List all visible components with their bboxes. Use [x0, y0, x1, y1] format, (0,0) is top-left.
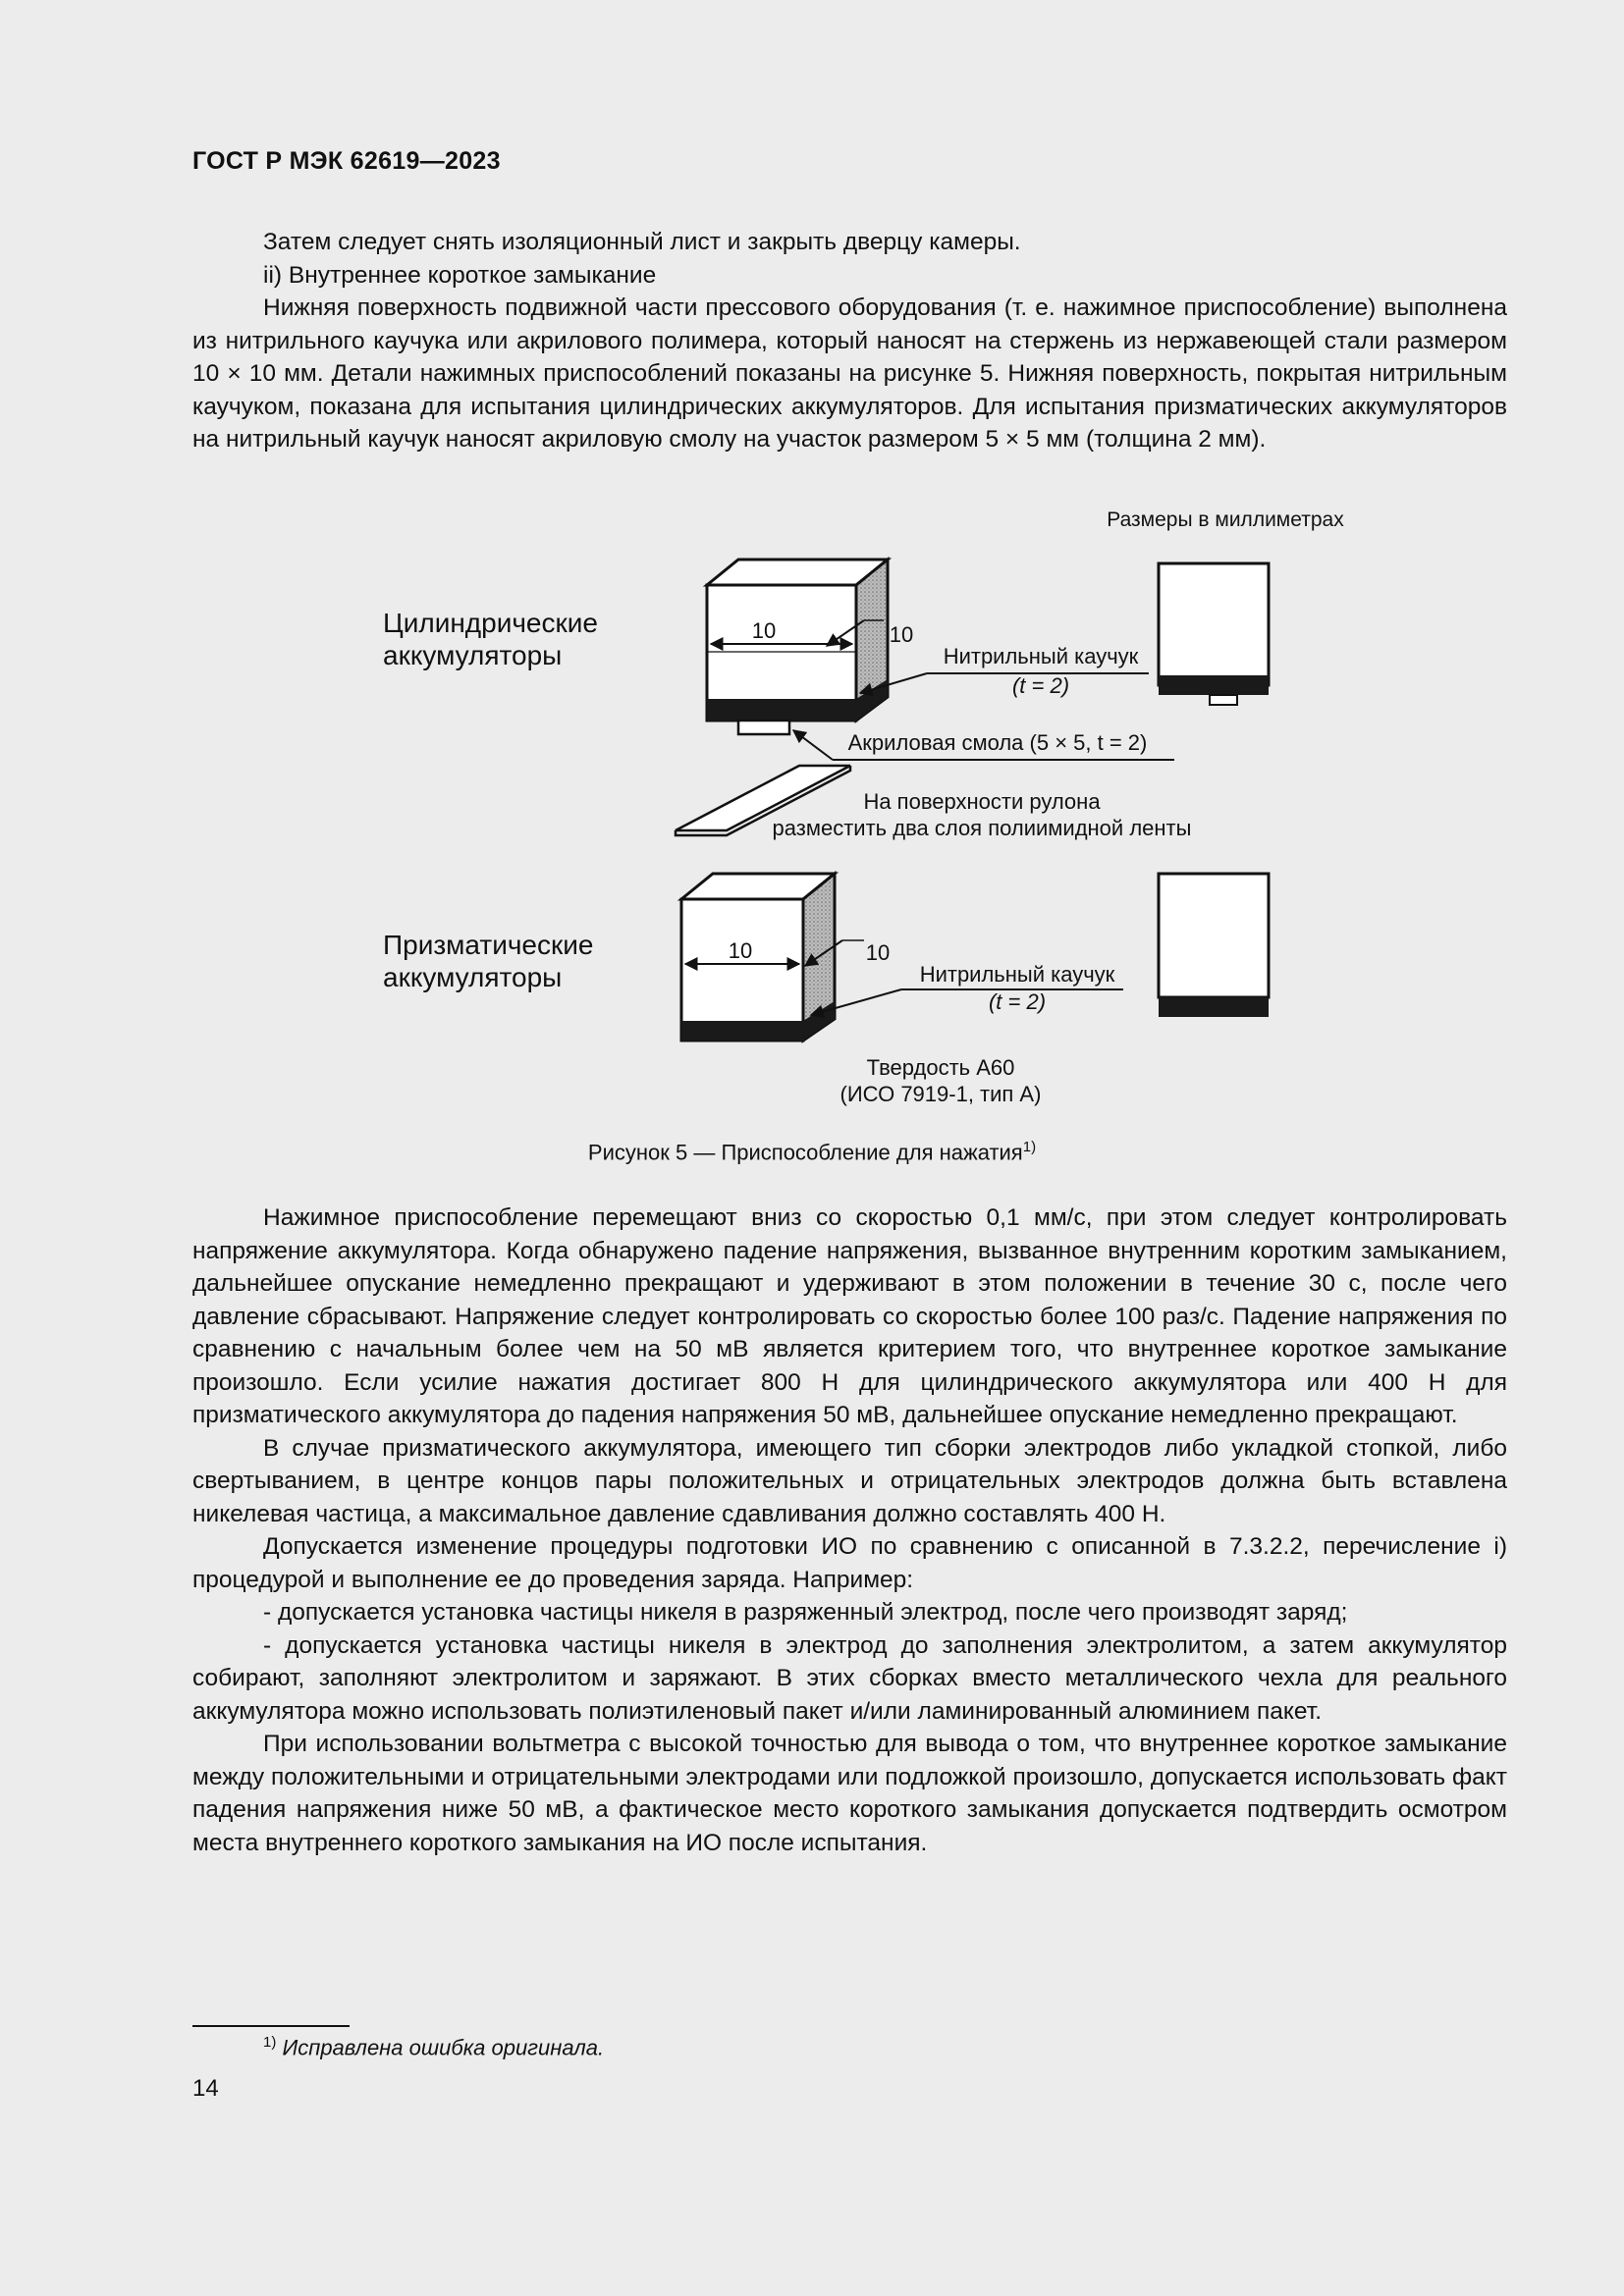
label-tape-1: На поверхности рулона: [863, 789, 1101, 814]
document-header: ГОСТ Р МЭК 62619—2023: [192, 147, 501, 175]
prismatic-side-view: [1159, 874, 1269, 1017]
label-nitrile-cyl: Нитрильный каучук: [943, 644, 1139, 668]
label-thickness-cyl: (t = 2): [1011, 673, 1070, 698]
dim-depth-cyl: 10: [889, 622, 914, 647]
paragraph: В случае призматического аккумулятора, имеющего тип сборки электродов либо укладкой стопкой, либо свертыванием, в центре концов пары положительных и отрицательных электродов должна быть вставлена никелевая частица, а максимальное давление сдавливания должно составлять 400 Н.: [192, 1434, 1507, 1527]
dim-width-cyl: 10: [751, 618, 777, 643]
label-prismatic-1: Призматические: [383, 930, 594, 960]
cylindrical-press-cube: [707, 560, 888, 734]
figure-caption-footnote-ref: 1): [1022, 1139, 1037, 1155]
label-hardness-1: Твердость А60: [866, 1055, 1015, 1080]
figure-caption: [0, 1139, 1624, 1165]
paragraph: Нажимное приспособление перемещают вниз со скоростью 0,1 мм/с, при этом следует контролировать напряжение аккумулятора. Когда обнаружено падение напряжения, вызванное внутренним коротким замыканием, дальнейшее опускание немедленно прекращают и удерживают в этом положении в течение 30 с, после чего давление сбрасывают. Напряжение следует контролировать со скоростью более 100 раз/с. Падение напряжения по сравнению с начальным более чем на 50 мВ является критерием того, что внутреннее короткое замыкание произошло. Если усилие нажатия достигает 800 Н для цилиндрического аккумулятора или 400 Н для призматического аккумулятора до падения напряжения 50 мВ, дальнейшее опускание немедленно прекращают.: [192, 1204, 1507, 1428]
paragraph-subheading: ii) Внутреннее короткое замыкание: [263, 261, 657, 289]
label-hardness-2: (ИСО 7919-1, тип А): [839, 1082, 1042, 1106]
label-tape-2: разместить два слоя полиимидной ленты: [772, 816, 1192, 840]
paragraph: Нижняя поверхность подвижной части прессового оборудования (т. е. нажимное приспособление) выполнена из нитрильного каучука или акрилового полимера, который наносят на стержень из нержавеющей стали размером 10 × 10 мм. Детали нажимных приспособлений показаны на рисунке 5. Нижняя поверхность, покрытая нитрильным каучуком, показана для испытания цилиндрических аккумуляторов. Для испытания призматических аккумуляторов на нитрильный каучук наносят акриловую смолу на участок размером 5 × 5 мм (толщина 2 мм).: [192, 294, 1507, 453]
text-block-bottom: [192, 1201, 1507, 1859]
list-item: - допускается установка частицы никеля в разряженный электрод, после чего производят заряд;: [263, 1599, 1348, 1626]
label-nitrile-prism: Нитрильный каучук: [919, 962, 1115, 987]
text-block-top: [192, 226, 1507, 456]
footnote-marker: 1): [263, 2034, 277, 2051]
prismatic-press-cube: [681, 874, 864, 1041]
figure-drawing: [0, 501, 1624, 1178]
page-number: 14: [192, 2075, 219, 2102]
footnote-text: Исправлена ошибка оригинала.: [282, 2035, 605, 2060]
units-note: Размеры в миллиметрах: [1107, 508, 1344, 531]
list-item: - допускается установка частицы никеля в электрод до заполнения электролитом, а затем аккумулятор собирают, заполняют электролитом и заряжают. В этих сборках вместо металлического чехла для реального аккумулятора можно использовать полиэтиленовый пакет и/или ламинированный алюминием пакет.: [192, 1631, 1507, 1725]
dim-depth-prism: 10: [865, 940, 891, 965]
footnote: [263, 2034, 604, 2060]
dim-width-prism: 10: [728, 938, 753, 963]
paragraph: Допускается изменение процедуры подготовки ИО по сравнению с описанной в 7.3.2.2, перечисление i) процедурой и выполнение ее до проведения заряда. Например:: [192, 1533, 1507, 1593]
label-prismatic-2: аккумуляторы: [383, 962, 563, 992]
cylindrical-side-view: [1159, 563, 1269, 705]
figure-caption-text: Рисунок 5 — Приспособление для нажатия: [587, 1140, 1023, 1165]
footnote-divider: [192, 2025, 350, 2027]
label-cylindrical-1: Цилиндрические: [383, 608, 598, 638]
figure-5: [0, 501, 1624, 1178]
paragraph: При использовании вольтметра с высокой точностью для вывода о том, что внутреннее короткое замыкание между положительными и отрицательными электродами или подложкой произошло, допускается использовать факт падения напряжения ниже 50 мВ, а фактическое место короткого замыкания допускается подтвердить осмотром места внутреннего короткого замыкания на ИО после испытания.: [192, 1731, 1507, 1856]
label-acrylic-resin: Акриловая смола (5 × 5, t = 2): [847, 730, 1148, 755]
label-cylindrical-2: аккумуляторы: [383, 640, 563, 670]
label-thickness-prism: (t = 2): [988, 989, 1047, 1014]
paragraph: Затем следует снять изоляционный лист и закрыть дверцу камеры.: [263, 229, 1021, 255]
